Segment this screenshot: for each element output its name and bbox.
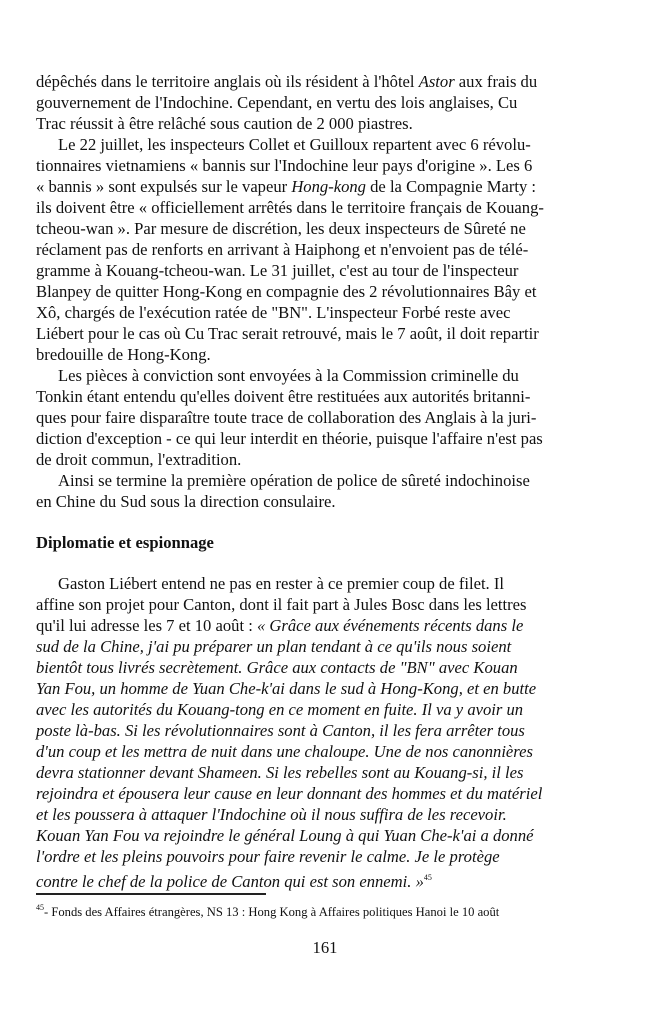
text-line: affine son projet pour Canton, dont il fait part à Jules Bosc dans les lettres bbox=[36, 595, 527, 614]
text-line: qu'il lui adresse les 7 et 10 août : « Grâce aux événements récents dans le bbox=[36, 616, 524, 635]
text-line: Trac réussit à être relâché sous caution de 2 000 piastres. bbox=[36, 114, 413, 133]
body-text-after-heading bbox=[36, 573, 613, 891]
text-line: d'un coup et les mettra de nuit dans une chaloupe. Une de nos canonnières bbox=[36, 742, 533, 761]
text-line: en Chine du Sud sous la direction consulaire. bbox=[36, 492, 336, 511]
text-line: gramme à Kouang-tcheou-wan. Le 31 juillet, c'est au tour de l'inspecteur bbox=[36, 261, 519, 280]
text-line: Yan Fou, un homme de Yuan Che-k'ai dans le sud à Hong-Kong, et en butte bbox=[36, 679, 537, 698]
body-text-before-heading bbox=[36, 71, 613, 512]
text-line: réclament pas de renforts en arrivant à Haiphong et n'envoient pas de télé- bbox=[36, 240, 529, 259]
text-line: sud de la Chine, j'ai pu préparer un plan tendant à ce qu'ils nous soient bbox=[36, 637, 512, 656]
text-line: Le 22 juillet, les inspecteurs Collet et Guilloux repartent avec 6 révolu- bbox=[58, 135, 531, 154]
text-line: poste là-bas. Si les révolutionnaires sont à Canton, il les fera arrêter tous bbox=[36, 721, 525, 740]
text-line: Xô, chargés de l'exécution ratée de "BN". L'inspecteur Forbé reste avec bbox=[36, 303, 511, 322]
text-line: Gaston Liébert entend ne pas en rester à ce premier coup de filet. Il bbox=[58, 574, 504, 593]
text-line: diction d'exception - ce qui leur interdit en théorie, puisque l'affaire n'est pas bbox=[36, 429, 543, 448]
footnote bbox=[36, 903, 499, 920]
text-line: Les pièces à conviction sont envoyées à la Commission criminelle du bbox=[58, 366, 519, 385]
section-heading: Diplomatie et espionnage bbox=[36, 533, 214, 552]
text-line: tcheou-wan ». Par mesure de discrétion, les deux inspecteurs de Sûreté ne bbox=[36, 219, 526, 238]
text-line: Ainsi se termine la première opération de police de sûreté indochinoise bbox=[58, 471, 530, 490]
footnote-text: - Fonds des Affaires étrangères, NS 13 : Hong Kong à Affaires politiques Hanoi le 10 août bbox=[44, 905, 500, 919]
text-line: devra stationner devant Shameen. Si les rebelles sont au Kouang-si, il les bbox=[36, 763, 524, 782]
text-line: « bannis » sont expulsés sur le vapeur Hong-kong de la Compagnie Marty : bbox=[36, 177, 537, 196]
text-line: Liébert pour le cas où Cu Trac serait retrouvé, mais le 7 août, il doit repartir bbox=[36, 324, 539, 343]
text-line: gouvernement de l'Indochine. Cependant, en vertu des lois anglaises, Cu bbox=[36, 93, 518, 112]
text-line: ques pour faire disparaître toute trace de collaboration des Anglais à la juri- bbox=[36, 408, 537, 427]
page-number: 161 bbox=[312, 938, 338, 957]
text-line: bredouille de Hong-Kong. bbox=[36, 345, 211, 364]
text-line: dépêchés dans le territoire anglais où ils résident à l'hôtel Astor aux frais du bbox=[36, 72, 538, 91]
text-line: l'ordre et les pleins pouvoirs pour faire revenir le calme. Je le protège bbox=[36, 847, 500, 866]
text-line: rejoindra et épousera leur cause en leur donnant des hommes et du matériel bbox=[36, 784, 543, 803]
text-line: contre le chef de la police de Canton qui est son ennemi. »$^{45}$ bbox=[36, 872, 432, 891]
text-line: Blanpey de quitter Hong-Kong en compagnie des 2 révolutionnaires Bây et bbox=[36, 282, 537, 301]
footnote-number: 45 bbox=[36, 903, 44, 912]
text-line: de droit commun, l'extradition. bbox=[36, 450, 242, 469]
text-line: Tonkin étant entendu qu'elles doivent être restituées aux autorités britanni- bbox=[36, 387, 531, 406]
footnote-divider bbox=[36, 893, 266, 895]
text-line: tionnaires vietnamiens « bannis sur l'Indochine leur pays d'origine ». Les 6 bbox=[36, 156, 533, 175]
text-line: Kouan Yan Fou va rejoindre le général Loung à qui Yuan Che-k'ai a donné bbox=[36, 826, 534, 845]
text-line: ils doivent être « officiellement arrêtés dans le territoire français de Kouang- bbox=[36, 198, 544, 217]
text-line: et les poussera à attaquer l'Indochine où il nous suffira de les recevoir. bbox=[36, 805, 507, 824]
text-line: bientôt tous livrés secrètement. Grâce aux contacts de "BN" avec Kouan bbox=[36, 658, 518, 677]
text-line: avec les autorités du Kouang-tong en ce moment en fuite. Il va y avoir un bbox=[36, 700, 524, 719]
footnote-reference[interactable]: 45 bbox=[423, 873, 432, 882]
